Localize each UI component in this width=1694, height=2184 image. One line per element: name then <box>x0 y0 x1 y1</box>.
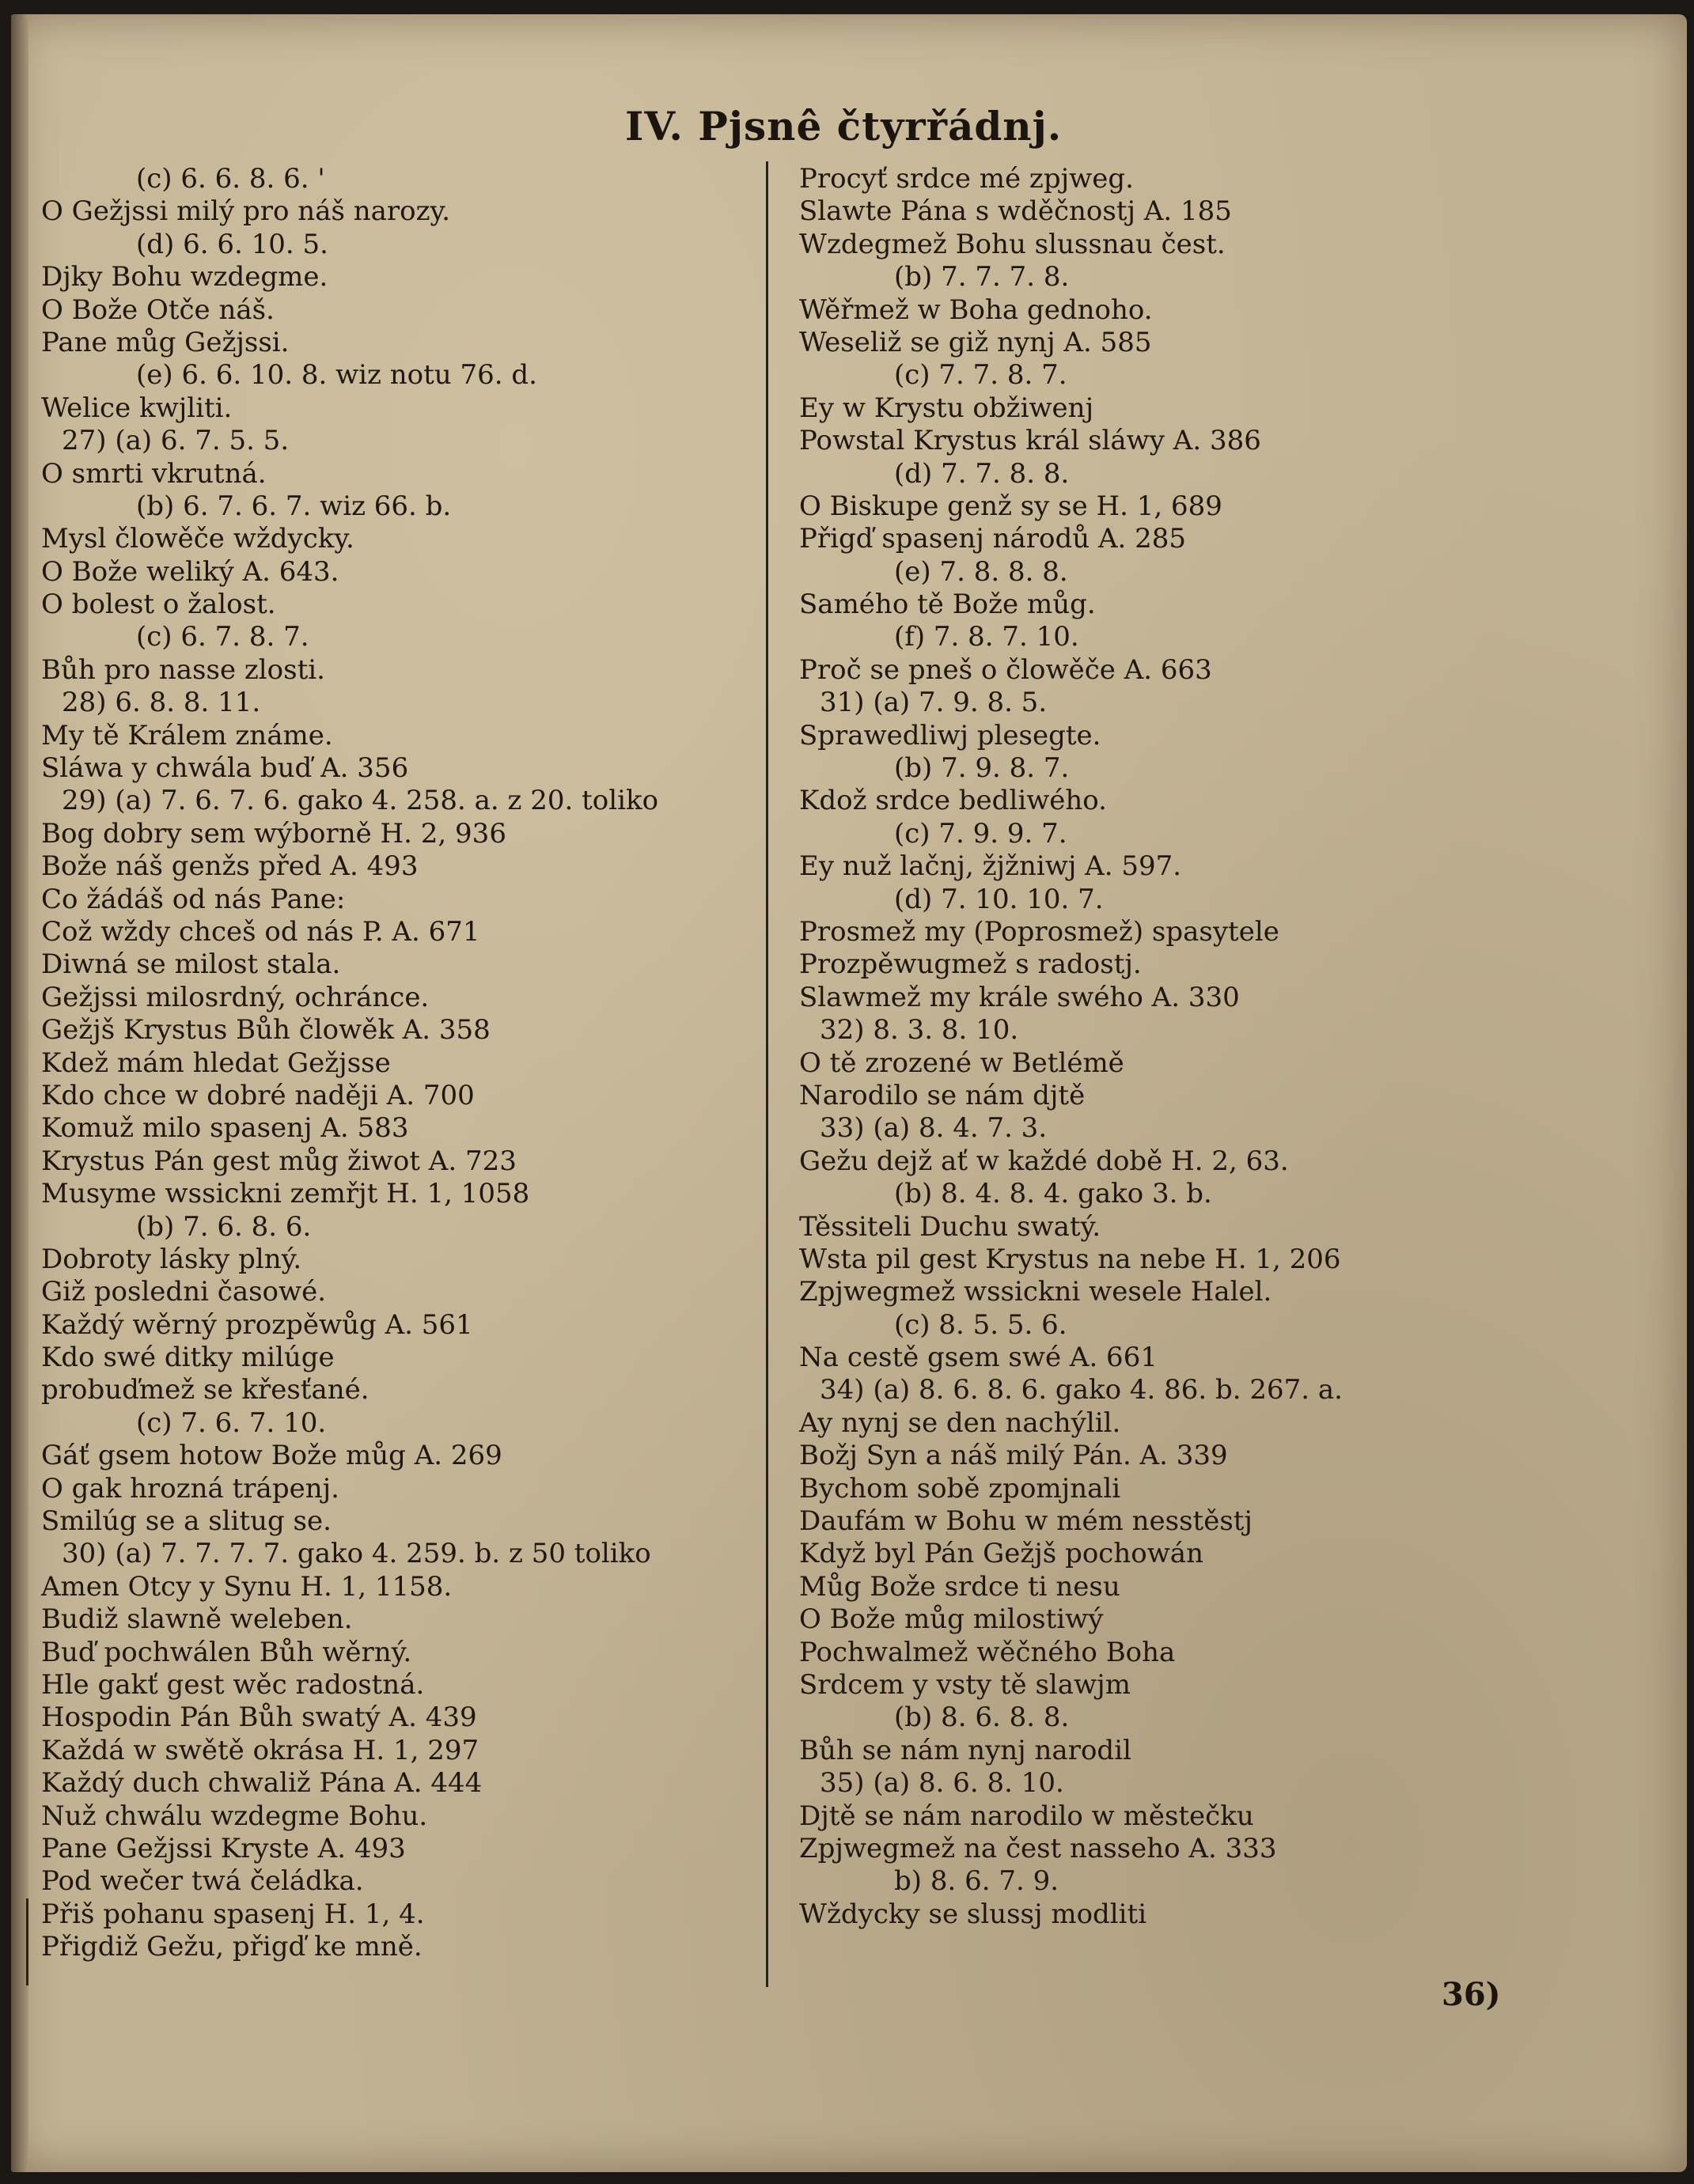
hymn-line: (c) 8. 5. 5. 6. <box>894 1308 1067 1341</box>
hymn-line: O bolest o žalost. <box>41 589 276 621</box>
hymn-line: (b) 8. 6. 8. 8. <box>894 1701 1070 1734</box>
hymn-line: O Gežjssi milý pro náš narozy. <box>41 195 451 228</box>
hymn-line: Srdcem y vsty tě slawjm <box>799 1668 1131 1701</box>
hymn-line: Pane Gežjssi Kryste A. 493 <box>41 1832 406 1864</box>
hymn-line: Welice kwjliti. <box>41 392 233 424</box>
hymn-line: (c) 6. 7. 8. 7. <box>136 621 309 653</box>
hymn-line: Djtě se nám narodilo w městečku <box>799 1800 1254 1832</box>
hymn-line: (f) 7. 8. 7. 10. <box>894 621 1079 653</box>
hymn-line: Slawmež my krále swého A. 330 <box>799 981 1240 1013</box>
hymn-line: (c) 6. 6. 8. 6. ' <box>136 163 325 195</box>
hymn-line: Pod wečer twá čeládka. <box>41 1865 364 1898</box>
hymn-line: b) 8. 6. 7. 9. <box>894 1865 1059 1898</box>
hymn-line: Weseliž se giž nynj A. 585 <box>799 326 1152 358</box>
hymn-line: O Bože Otče náš. <box>41 293 275 326</box>
hymn-line: Komuž milo spasenj A. 583 <box>41 1112 409 1145</box>
hymn-line: Ey w Krystu obžiwenj <box>799 392 1094 424</box>
hymn-line: Procyť srdce mé zpjweg. <box>799 163 1134 195</box>
hymn-line: Kdež mám hledat Gežjsse <box>41 1047 391 1079</box>
hymn-line: (c) 7. 7. 8. 7. <box>894 359 1067 392</box>
hymn-line: 31) (a) 7. 9. 8. 5. <box>820 687 1048 719</box>
hymn-line: (d) 7. 10. 10. 7. <box>894 883 1104 915</box>
hymn-line: Kdož srdce bedliwého. <box>799 785 1107 817</box>
hymn-line: Proč se pneš o člowěče A. 663 <box>799 653 1212 686</box>
catchword: 36) <box>1442 1976 1501 2013</box>
hymn-line: Bog dobry sem wýborně H. 2, 936 <box>41 817 506 850</box>
hymn-line: Kdo chce w dobré naději A. 700 <box>41 1079 475 1111</box>
hymn-line: (d) 6. 6. 10. 5. <box>136 228 328 260</box>
hymn-line: Sláwa y chwála buď A. 356 <box>41 752 409 785</box>
hymn-line: Zpjwegmež na čest nasseho A. 333 <box>799 1832 1277 1864</box>
hymn-line: Buď pochwálen Bůh wěrný. <box>41 1636 412 1668</box>
hymn-line: Co žádáš od nás Pane: <box>41 883 346 915</box>
hymn-line: Přiš pohanu spasenj H. 1, 4. <box>41 1898 425 1930</box>
column-rule <box>766 161 768 1987</box>
hymn-line: Prosmež my (Poprosmež) spasytele <box>799 915 1279 948</box>
hymn-line: (b) 7. 9. 8. 7. <box>894 752 1070 785</box>
hymn-line: Bychom sobě zpomjnali <box>799 1472 1121 1505</box>
hymn-line: Prozpěwugmež s radostj. <box>799 948 1142 981</box>
hymn-line: 29) (a) 7. 6. 7. 6. gako 4. 258. a. z 20. toliko <box>62 785 659 817</box>
hymn-line: Diwná se milost stala. <box>41 948 341 981</box>
hymn-line: O Biskupe genž sy se H. 1, 689 <box>799 490 1222 522</box>
hymn-line: (d) 7. 7. 8. 8. <box>894 457 1070 490</box>
book-spine <box>11 14 28 2172</box>
hymn-line: Daufám w Bohu w mém nesstěstj <box>799 1505 1252 1538</box>
hymn-line: Na cestě gsem swé A. 661 <box>799 1342 1158 1374</box>
hymn-line: Ey nuž lačnj, žjžniwj A. 597. <box>799 850 1182 883</box>
hymn-line: Bůh se nám nynj narodil <box>799 1734 1131 1766</box>
hymn-line: O Bože můg milostiwý <box>799 1603 1104 1636</box>
hymn-line: Powstal Krystus král sláwy A. 386 <box>799 425 1261 457</box>
hymn-line: 32) 8. 3. 8. 10. <box>820 1014 1019 1047</box>
hymn-line: Dobroty lásky plný. <box>41 1243 302 1275</box>
hymn-line: Amen Otcy y Synu H. 1, 1158. <box>41 1570 453 1603</box>
hymn-line: (c) 7. 6. 7. 10. <box>136 1406 327 1439</box>
running-head: IV. Pjsnê čtyrřádnj. <box>625 103 1063 150</box>
hymn-line: O Bože weliký A. 643. <box>41 555 339 588</box>
hymn-line: Budiž slawně weleben. <box>41 1603 353 1636</box>
hymn-line: Smilúg se a slitug se. <box>41 1505 332 1538</box>
hymn-line: Těssiteli Duchu swatý. <box>799 1210 1101 1243</box>
hymn-line: Slawte Pána s wděčnostj A. 185 <box>799 195 1232 228</box>
hymn-line: Každý duch chwaliž Pána A. 444 <box>41 1767 483 1800</box>
hymn-line: Přigď spasenj národů A. 285 <box>799 523 1187 555</box>
hymn-line: 33) (a) 8. 4. 7. 3. <box>820 1112 1048 1145</box>
hymn-line: Božj Syn a náš milý Pán. A. 339 <box>799 1440 1228 1472</box>
hymn-line: Hospodin Pán Bůh swatý A. 439 <box>41 1701 477 1734</box>
hymn-line: Wsta pil gest Krystus na nebe H. 1, 206 <box>799 1243 1341 1275</box>
hymn-line: My tě Králem známe. <box>41 719 333 751</box>
hymn-line: 30) (a) 7. 7. 7. 7. gako 4. 259. b. z 50 toliko <box>62 1538 651 1570</box>
hymn-line: Což wždy chceš od nás P. A. 671 <box>41 915 480 948</box>
hymn-line: Djky Bohu wzdegme. <box>41 261 328 293</box>
hymn-line: Krystus Pán gest můg žiwot A. 723 <box>41 1145 517 1177</box>
hymn-line: Bůh pro nasse zlosti. <box>41 653 325 686</box>
hymn-line: Gežjssi milosrdný, ochránce. <box>41 981 430 1013</box>
hymn-line: (b) 8. 4. 8. 4. gako 3. b. <box>894 1178 1212 1210</box>
hymn-line: 27) (a) 6. 7. 5. 5. <box>62 425 290 457</box>
hymn-line: Wzdegmež Bohu slussnau čest. <box>799 228 1226 260</box>
left-column <box>41 163 761 1963</box>
margin-rule <box>26 1898 28 1985</box>
hymn-line: 35) (a) 8. 6. 8. 10. <box>820 1767 1064 1800</box>
hymn-line: Samého tě Bože můg. <box>799 589 1096 621</box>
hymn-line: (e) 6. 6. 10. 8. wiz notu 76. d. <box>136 359 537 392</box>
right-column <box>799 163 1638 1931</box>
hymn-line: (b) 6. 7. 6. 7. wiz 66. b. <box>136 490 452 522</box>
hymn-line: O tě zrozené w Betlémě <box>799 1047 1124 1079</box>
hymn-line: Každá w swětě okrása H. 1, 297 <box>41 1734 479 1766</box>
hymn-line: (b) 7. 7. 7. 8. <box>894 261 1070 293</box>
hymn-line: Pane můg Gežjssi. <box>41 326 290 358</box>
hymn-line: Gežu dejž ať w každé době H. 2, 63. <box>799 1145 1289 1177</box>
hymn-line: 28) 6. 8. 8. 11. <box>62 687 261 719</box>
hymn-line: Když byl Pán Gežjš pochowán <box>799 1538 1203 1570</box>
hymn-line: Zpjwegmež wssickni wesele Halel. <box>799 1276 1272 1308</box>
hymn-line: probuďmež se křesťané. <box>41 1374 369 1406</box>
hymn-line: 34) (a) 8. 6. 8. 6. gako 4. 86. b. 267. a. <box>820 1374 1343 1406</box>
hymn-line: Mysl člowěče wždycky. <box>41 523 354 555</box>
hymn-line: (c) 7. 9. 9. 7. <box>894 817 1067 850</box>
hymn-line: Giž posledni časowé. <box>41 1276 327 1308</box>
hymn-line: Pochwalmež wěčného Boha <box>799 1636 1176 1668</box>
hymn-line: Můg Bože srdce ti nesu <box>799 1570 1120 1603</box>
hymn-line: O gak hrozná trápenj. <box>41 1472 339 1505</box>
hymn-line: Každý wěrný prozpěwůg A. 561 <box>41 1308 473 1341</box>
hymn-line: Musyme wssickni zemřjt H. 1, 1058 <box>41 1178 530 1210</box>
hymn-line: Bože náš genžs před A. 493 <box>41 850 419 883</box>
hymn-line: (e) 7. 8. 8. 8. <box>894 555 1068 588</box>
hymn-line: Nuž chwálu wzdegme Bohu. <box>41 1800 428 1832</box>
hymn-line: Narodilo se nám djtě <box>799 1079 1086 1111</box>
hymn-line: Přigdiž Gežu, přigď ke mně. <box>41 1931 423 1963</box>
hymn-line: Gežjš Krystus Bůh člowěk A. 358 <box>41 1014 491 1047</box>
hymn-line: Sprawedliwj plesegte. <box>799 719 1101 751</box>
hymn-line: Wěřmež w Boha gednoho. <box>799 293 1153 326</box>
hymn-line: Wždycky se slussj modliti <box>799 1898 1147 1930</box>
hymn-line: Kdo swé ditky milúge <box>41 1342 335 1374</box>
hymn-line: (b) 7. 6. 8. 6. <box>136 1210 312 1243</box>
hymn-line: Gáť gsem hotow Bože můg A. 269 <box>41 1440 502 1472</box>
hymn-line: O smrti vkrutná. <box>41 457 267 490</box>
hymn-line: Ay nynj se den nachýlil. <box>799 1406 1121 1439</box>
hymn-line: Hle gakť gest wěc radostná. <box>41 1668 425 1701</box>
